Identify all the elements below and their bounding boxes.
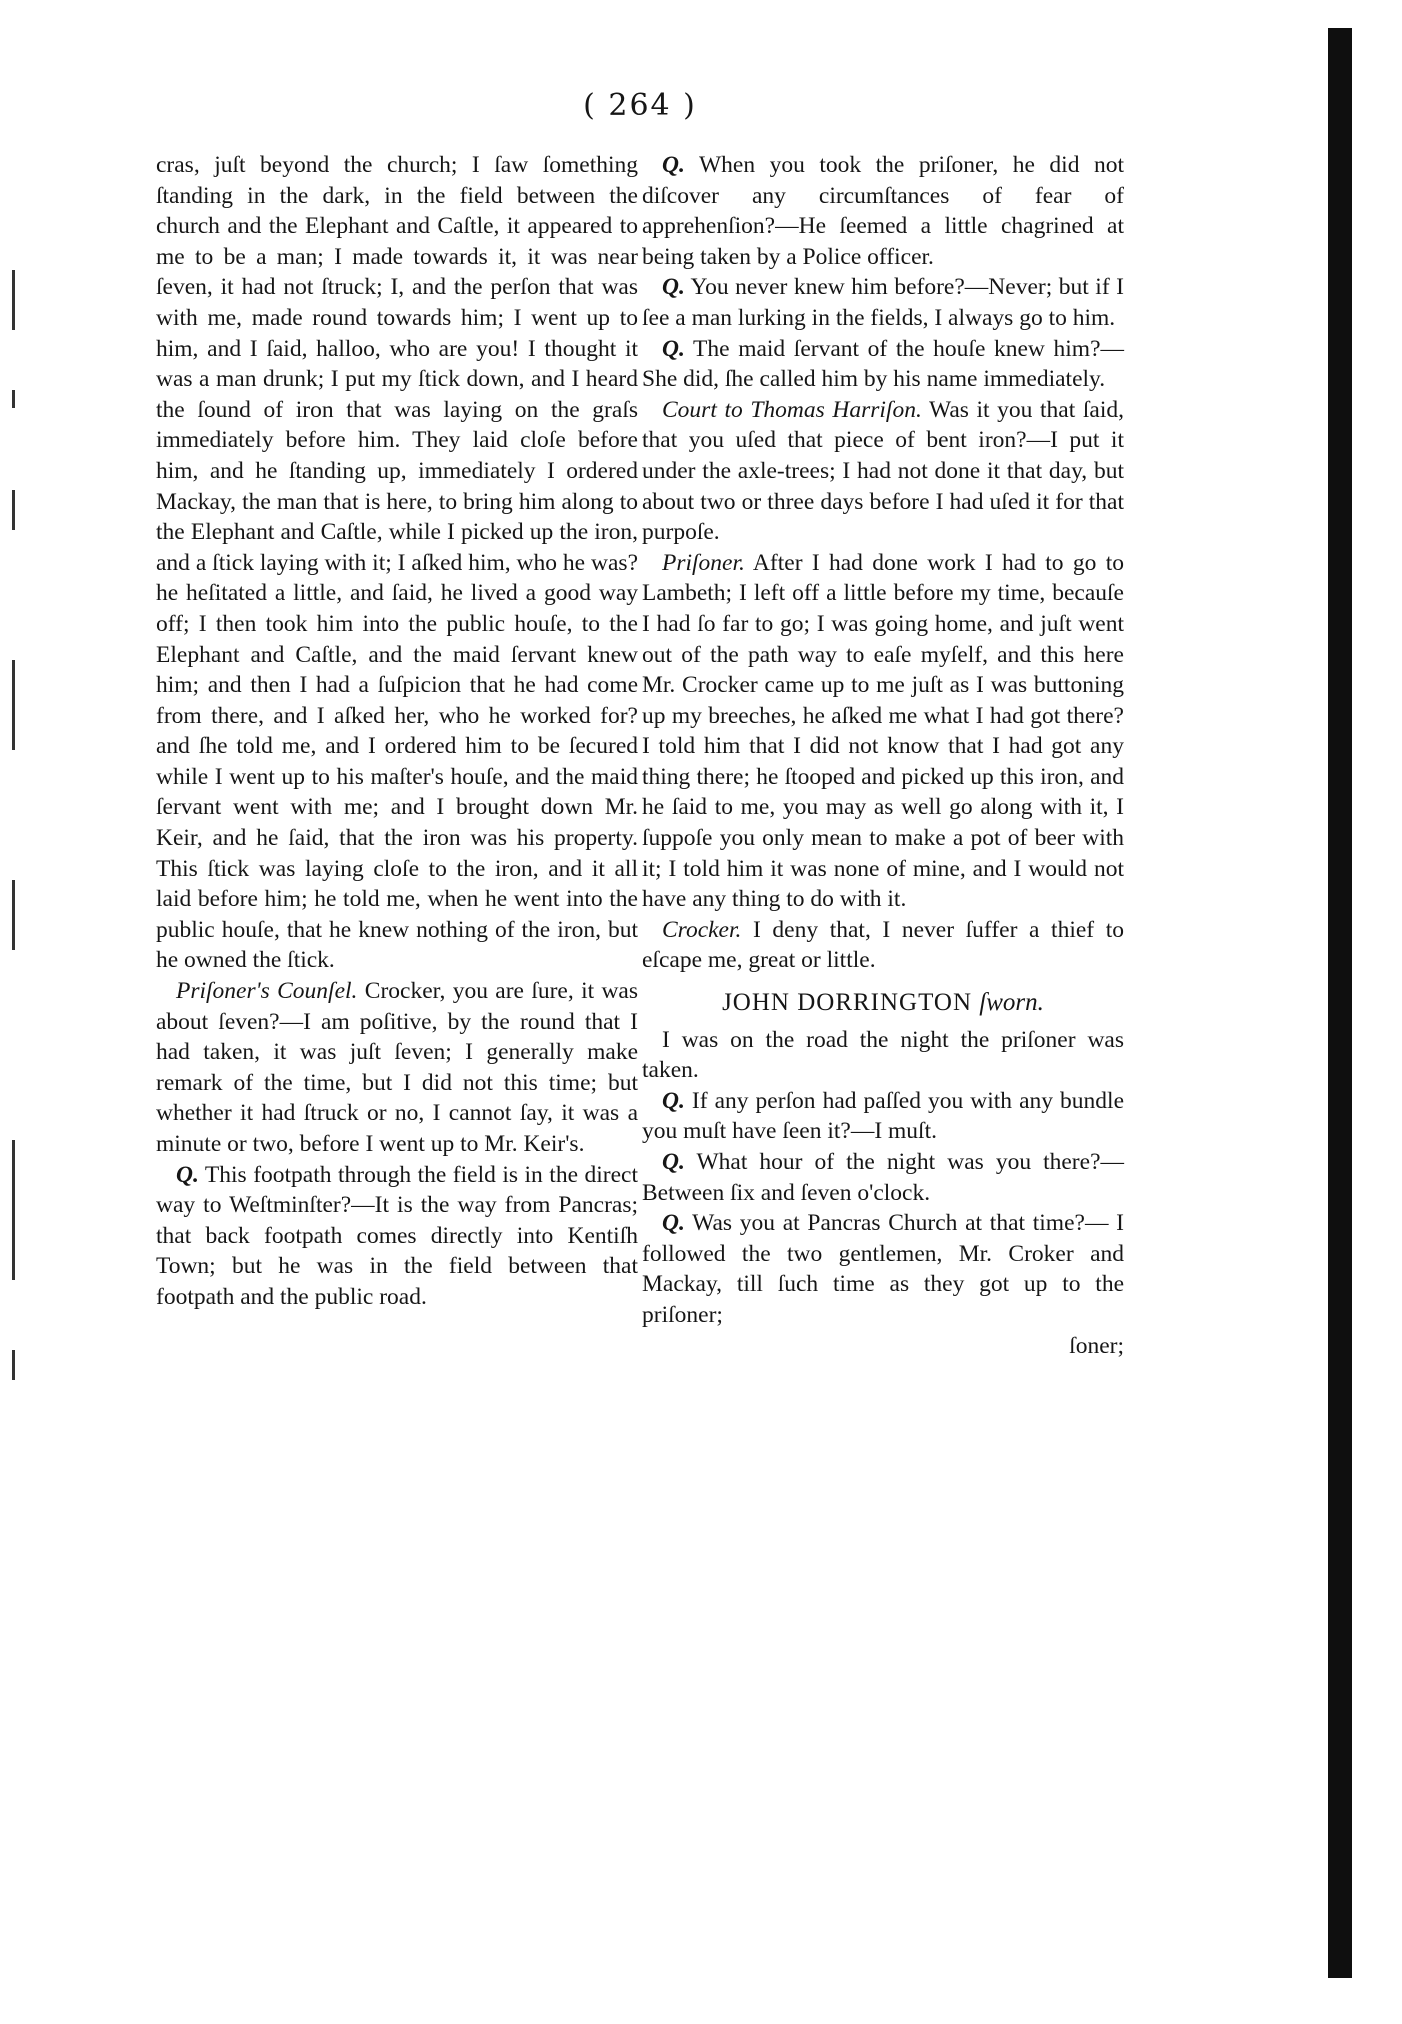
paragraph — [156, 1160, 638, 1313]
witness-name: JOHN DORRINGTON — [722, 989, 973, 1017]
question-label: Q. — [662, 1210, 685, 1237]
speaker-label: Crocker. — [662, 916, 742, 943]
paragraph-text: What hour of the night was you there?—Between ſix and ſeven o'clock. — [642, 1149, 1124, 1206]
paragraph-text: If any perſon had paſſed you with any bundle you muſt have ſeen it?—I muſt. — [642, 1087, 1124, 1145]
paragraph-text: Was it you that ſaid, that you uſed that piece of bent iron?—I put it under the axle-trees; I had not done it that day, but about two or three days before I had uſed it for that purpoſe. — [642, 396, 1124, 546]
paragraph: I was on the road the night the priſoner was taken. — [642, 1026, 1124, 1084]
paragraph-text: The maid ſervant of the houſe knew him?—She did, ſhe called him by his name immediately. — [642, 335, 1124, 393]
paragraph-text: When you took the priſoner, he did not diſcover any circumſtances of fear of apprehenſion?—He ſeemed a little chagrined at being taken by a Police officer. — [642, 152, 1124, 270]
question-label: Q. — [662, 1087, 685, 1114]
right-column — [642, 150, 1124, 1361]
paragraph — [156, 976, 638, 1160]
paragraph-text: Crocker, you are ſure, it was about ſeven?—I am poſitive, by the round that I had taken, it was juſt ſeven; I generally make remark of the time, but I did not this time; but whether it had ſtruck or no, I cannot ſay, it was a minute or two, before I went up to Mr. Keir's. — [156, 978, 639, 1157]
speaker-label: Priſoner's Counſel. — [176, 978, 358, 1005]
question-label: Q. — [662, 274, 685, 301]
speaker-label: Priſoner. — [662, 549, 745, 576]
sworn-label: ſworn. — [979, 989, 1044, 1017]
page-number: ( 264 ) — [583, 88, 697, 123]
left-edge-marks — [6, 240, 22, 1440]
paragraph-text: This footpath through the field is in the direct way to Weſtminſter?—It is the way from Pancras; that back footpath comes directly into Kentiſh Town; but he was in the field between that footpath and the public road. — [156, 1161, 638, 1310]
catchword: ſoner; — [1069, 1332, 1124, 1359]
witness-heading — [642, 988, 1124, 1019]
left-column — [156, 150, 638, 1313]
paragraph — [642, 548, 1124, 915]
paragraph — [642, 395, 1124, 548]
question-label: Q. — [662, 152, 685, 178]
question-label: Q. — [176, 1161, 199, 1188]
paragraph-text: Was you at Pancras Church at that time?— I followed the two gentlemen, Mr. Croker and Mackay, till ſuch time as they got up to the priſoner; — [642, 1210, 1124, 1328]
spine-bar — [1328, 28, 1352, 1978]
paragraph — [642, 1086, 1124, 1147]
paragraph — [642, 1208, 1124, 1330]
paragraph — [642, 272, 1124, 333]
paragraph — [642, 334, 1124, 395]
paragraph — [642, 915, 1124, 976]
question-label: Q. — [662, 335, 685, 362]
paragraph-text: You never knew him before?—Never; but if I ſee a man lurking in the fields, I always go to him. — [642, 274, 1124, 331]
question-label: Q. — [662, 1149, 685, 1175]
paragraph — [642, 150, 1124, 272]
paragraph — [642, 1147, 1124, 1208]
speaker-label: Court to Thomas Harriſon. — [662, 396, 922, 423]
paragraph-text: After I had done work I had to go to Lambeth; I left off a little before my time, becauſe I had ſo far to go; I was going home, and juſt went out of the path way to eaſe myſelf, and this here Mr. Crocker came up to me juſt as I was buttoning up my breeches, he aſked me what I had got there? I told him that I did not know that I had got any thing there; he ſtooped and picked up this iron, and he ſaid to me, you may as well go along with it, I ſuppoſe you only mean to make a pot of beer with it; I told him it was none of mine, and I would not have any thing to do with it. — [642, 549, 1124, 913]
paragraph-text: I deny that, I never ſuffer a thief to eſcape me, great or little. — [642, 916, 1124, 974]
paragraph: cras, juſt beyond the church; I ſaw ſomething ſtanding in the dark, in the field between the church and the Elephant and Caſtle, it appeared to me to be a man; I made towards it, it was near ſeven, it had not ſtruck; I, and the perſon that was with me, made round towards him; I went up to him, and I ſaid, halloo, who are you! I thought it was a man drunk; I put my ſtick down, and I heard the ſound of iron that was laying on the graſs immediately before him. They laid cloſe before him, and he ſtanding up, immediately I ordered Mackay, the man that is here, to bring him along to the Elephant and Caſtle, while I picked up the iron, and a ſtick laying with it; I aſked him, who he was? he heſitated a little, and ſaid, he lived a good way off; I then took him into the public houſe, to the Elephant and Caſtle, and the maid ſervant knew him; and then I had a ſuſpicion that he had come from there, and I aſked her, who he worked for? and ſhe told me, and I ordered him to be ſecured while I went up to his maſter's houſe, and the maid ſervant went with me; and I brought down Mr. Keir, and he ſaid, that the iron was his property. This ſtick was laying cloſe to the iron, and it all laid before him; he told me, when he went into the public houſe, that he knew nothing of the iron, but he owned the ſtick. — [156, 152, 638, 974]
